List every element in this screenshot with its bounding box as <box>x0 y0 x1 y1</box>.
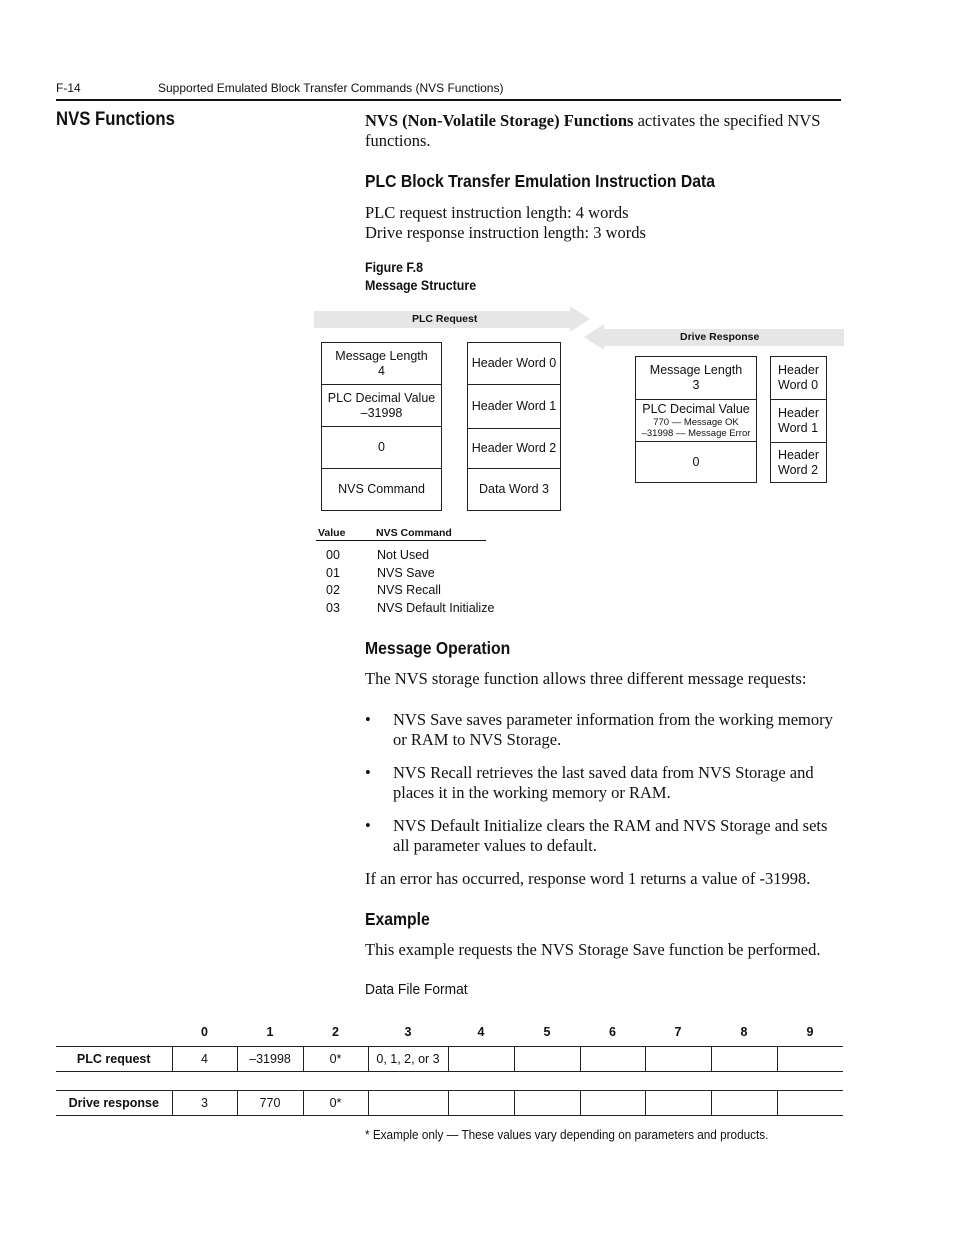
column-header-row <box>56 1018 843 1047</box>
drive-header-word-0: Header Word 0 <box>771 357 826 400</box>
intro-paragraph <box>365 111 843 151</box>
example-text: This example requests the NVS Storage Save function be performed. <box>365 940 821 959</box>
drive-cell-zero: 0 <box>692 454 700 469</box>
command-table-commands <box>377 547 494 617</box>
table-cell <box>514 1047 580 1072</box>
table-cell <box>514 1091 580 1116</box>
command-value: 02 <box>326 583 340 597</box>
column-header: 1 <box>266 1025 274 1039</box>
row-label: PLC request <box>56 1047 172 1072</box>
plc-request-value-stack <box>321 342 442 511</box>
intro-bold: NVS (Non-Volatile Storage) Functions <box>365 111 634 130</box>
example-heading: Example <box>365 909 430 929</box>
list-item: • NVS Save saves parameter information from the working memory or RAM to NVS Storage. <box>365 710 833 749</box>
plc-header-word-1: Header Word 1 <box>468 385 560 429</box>
section-title: NVS Functions <box>56 109 175 130</box>
plc-header-word-0: Header Word 0 <box>468 343 560 385</box>
column-header: 4 <box>477 1025 485 1039</box>
column-header: 3 <box>404 1025 412 1039</box>
plc-cell-message-length: Message Length 4 <box>322 343 441 385</box>
table-cell: 3 <box>172 1091 237 1116</box>
drive-header-word-2: Header Word 2 <box>778 447 819 477</box>
intro-text: activates the specified NVS functions. <box>365 111 821 150</box>
column-header: 6 <box>609 1025 616 1039</box>
plc-request-header-stack <box>467 342 561 511</box>
table-cell: 4 <box>172 1047 237 1072</box>
table-cell: 0* <box>303 1047 368 1072</box>
command-value: 01 <box>326 565 340 580</box>
drive-response-row <box>56 1091 843 1116</box>
list-item: • NVS Recall retrieves the last saved data from NVS Storage and places it in the working memory or RAM. <box>365 763 814 802</box>
instruction-line-1: PLC request instruction length: 4 words <box>365 203 629 222</box>
command-value: 03 <box>326 600 340 615</box>
figure-number: Figure F.8 <box>365 260 423 275</box>
table-cell <box>645 1047 711 1072</box>
error-note: If an error has occurred, response word 1 returns a value of -31998. <box>365 869 811 888</box>
command-name: NVS Save <box>377 565 435 580</box>
table-cell <box>711 1091 777 1116</box>
drive-cell-message-length: Message Length 3 <box>636 357 756 400</box>
plc-request-label: PLC Request <box>412 313 478 325</box>
table-footnote: * Example only — These values vary depending on parameters and products. <box>365 1128 769 1142</box>
plc-header-word-2: Header Word 2 <box>468 429 560 469</box>
column-header: 7 <box>674 1025 682 1039</box>
table-cell <box>645 1091 711 1116</box>
column-header: 8 <box>740 1025 748 1039</box>
instruction-line-2: Drive response instruction length: 3 words <box>365 223 646 242</box>
running-title: Supported Emulated Block Transfer Commands (NVS Functions) <box>158 81 504 95</box>
instruction-data-heading: PLC Block Transfer Emulation Instruction Data <box>365 171 716 191</box>
data-file-table <box>56 1018 843 1116</box>
plc-data-word-3: Data Word 3 <box>479 482 549 496</box>
drive-header-word-1: Header Word 1 <box>771 400 826 443</box>
message-operation-heading: Message Operation <box>365 638 511 658</box>
plc-request-row <box>56 1047 843 1072</box>
table-cell <box>448 1047 514 1072</box>
column-header: 5 <box>543 1025 551 1039</box>
command-table-rule <box>316 540 486 541</box>
data-file-format-label: Data File Format <box>365 982 468 998</box>
table-cell: –31998 <box>237 1047 303 1072</box>
command-table-command-header: NVS Command <box>376 527 452 539</box>
command-name: Not Used <box>377 548 430 562</box>
corner-cell <box>56 1018 172 1047</box>
table-cell: 0* <box>303 1091 368 1116</box>
command-table-value-header: Value <box>318 527 346 539</box>
table-cell <box>368 1091 448 1116</box>
drive-response-header-stack <box>770 356 827 483</box>
command-table-values <box>326 547 340 617</box>
spacer-row <box>56 1072 843 1091</box>
table-cell: 0, 1, 2, or 3 <box>368 1047 448 1072</box>
column-header: 0 <box>201 1025 208 1039</box>
drive-response-value-stack <box>635 356 757 483</box>
drive-cell-decimal-value: PLC Decimal Value 770 — Message OK –31998 — Message Error <box>636 400 756 442</box>
table-cell <box>777 1091 843 1116</box>
command-value: 00 <box>326 548 340 562</box>
table-cell <box>711 1047 777 1072</box>
table-cell <box>777 1047 843 1072</box>
plc-cell-zero: 0 <box>322 427 441 469</box>
header-rule <box>56 99 841 101</box>
message-operation-list <box>365 710 843 869</box>
figure-title: Message Structure <box>365 278 477 293</box>
command-name: NVS Recall <box>377 583 441 597</box>
table-cell: 770 <box>237 1091 303 1116</box>
table-cell <box>580 1091 645 1116</box>
table-cell <box>580 1047 645 1072</box>
page-number: F-14 <box>56 81 81 95</box>
row-label: Drive response <box>56 1091 172 1116</box>
command-name: NVS Default Initialize <box>377 600 495 615</box>
list-item: • NVS Default Initialize clears the RAM and NVS Storage and sets all parameter values to default. <box>365 816 828 855</box>
table-cell <box>448 1091 514 1116</box>
message-operation-intro: The NVS storage function allows three different message requests: <box>365 669 807 688</box>
column-header: 9 <box>806 1025 814 1039</box>
plc-cell-decimal-value: PLC Decimal Value –31998 <box>322 385 441 427</box>
column-header: 2 <box>332 1025 339 1039</box>
drive-response-label: Drive Response <box>680 331 760 343</box>
plc-cell-nvs-command: NVS Command <box>338 482 425 496</box>
